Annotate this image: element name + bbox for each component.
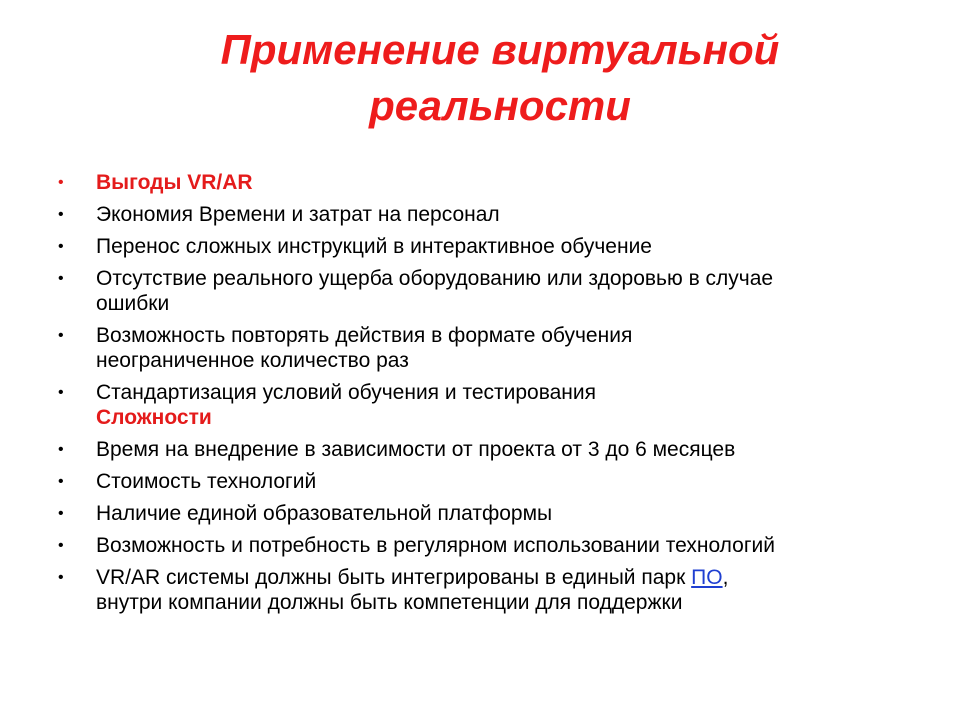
bullet-text-line-2: внутри компании должны быть компетенции для поддержки bbox=[96, 591, 683, 614]
bullet-text-line-1: Возможность повторять действия в формате обучения bbox=[96, 324, 633, 347]
bullet-icon: • bbox=[58, 384, 64, 401]
bullet-icon: • bbox=[58, 327, 64, 344]
bullet-icon: • bbox=[58, 505, 64, 522]
bullet-item bbox=[58, 565, 918, 615]
bullet-list bbox=[58, 170, 918, 622]
bullet-icon: • bbox=[58, 537, 64, 554]
bullet-text: Стоимость технологий bbox=[96, 470, 317, 493]
bullet-text-line-2: неограниченное количество раз bbox=[96, 349, 409, 372]
bullet-item bbox=[58, 202, 918, 227]
bullet-text-line-1: Стандартизация условий обучения и тестирования bbox=[96, 381, 597, 404]
bullet-text-after-link: , bbox=[722, 566, 729, 589]
bullet-text: Перенос сложных инструкций в интерактивное обучение bbox=[96, 235, 652, 258]
slide-title bbox=[60, 22, 940, 134]
bullet-text: Время на внедрение в зависимости от проекта от 3 до 6 месяцев bbox=[96, 438, 736, 461]
bullet-item bbox=[58, 533, 918, 558]
bullet-item-benefits-heading bbox=[58, 170, 918, 195]
bullet-icon: • bbox=[58, 270, 64, 287]
bullet-icon: • bbox=[58, 473, 64, 490]
bullet-text-before-link: VR/AR системы должны быть интегрированы в единый парк bbox=[96, 566, 692, 589]
bullet-icon: • bbox=[58, 174, 64, 191]
bullet-text: Экономия Времени и затрат на персонал bbox=[96, 203, 500, 226]
bullet-text-line-2: ошибки bbox=[96, 292, 170, 315]
bullet-icon: • bbox=[58, 569, 64, 586]
benefits-heading: Выгоды VR/AR bbox=[96, 171, 253, 194]
bullet-text: Возможность и потребность в регулярном использовании технологий bbox=[96, 534, 775, 557]
difficulties-heading: Сложности bbox=[96, 406, 212, 429]
bullet-item bbox=[58, 437, 918, 462]
bullet-text-line-1 bbox=[96, 565, 918, 590]
software-link[interactable]: ПО bbox=[691, 566, 723, 589]
bullet-icon: • bbox=[58, 441, 64, 458]
bullet-item bbox=[58, 266, 918, 316]
bullet-item bbox=[58, 501, 918, 526]
bullet-item bbox=[58, 469, 918, 494]
bullet-text: Наличие единой образовательной платформы bbox=[96, 502, 553, 525]
bullet-icon: • bbox=[58, 238, 64, 255]
title-line-2: реальности bbox=[369, 82, 631, 129]
bullet-item bbox=[58, 323, 918, 373]
title-line-1: Применение виртуальной bbox=[220, 26, 780, 73]
bullet-item bbox=[58, 380, 918, 430]
bullet-text-line-1: Отсутствие реального ущерба оборудованию или здоровью в случае bbox=[96, 267, 774, 290]
bullet-item bbox=[58, 234, 918, 259]
bullet-icon: • bbox=[58, 206, 64, 223]
